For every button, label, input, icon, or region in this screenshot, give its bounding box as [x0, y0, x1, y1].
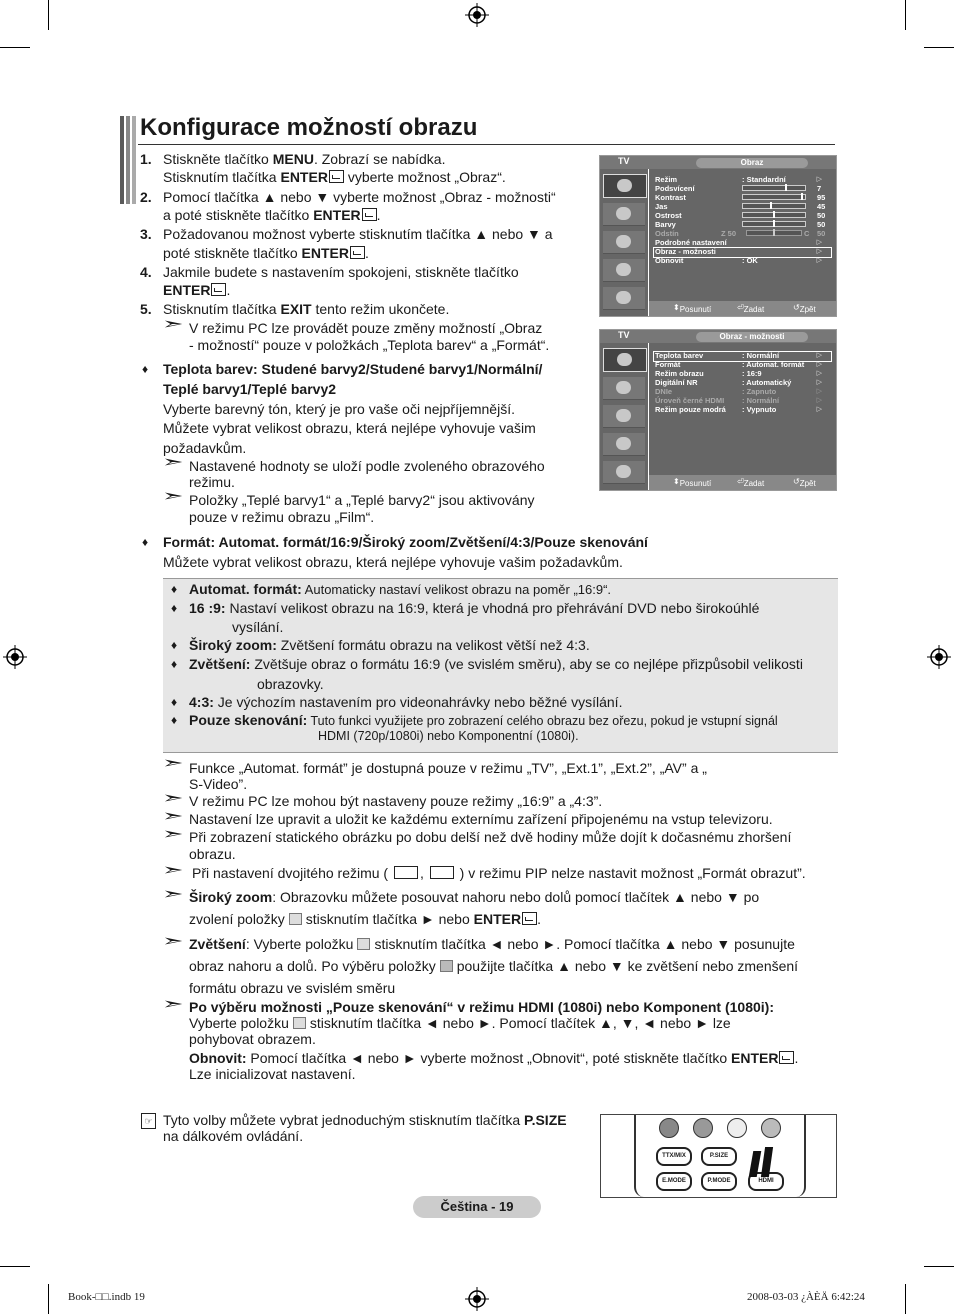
format-option: 4:3: Je výchozím nastavením pro videonahrávky nebo běžné vysílání. — [189, 694, 623, 710]
slider-sharpness[interactable] — [742, 212, 806, 218]
menu-item[interactable]: Teplota barev — [655, 351, 704, 360]
step-text: Stisknutím tlačítka EXIT tento režim ukončete. — [163, 301, 450, 317]
step-text: Požadovanou možnost vyberte stisknutím tlačítka ▲ nebo ▼ a — [163, 226, 553, 242]
note-arrow-icon: ➣ — [161, 316, 184, 333]
footer-move: ⬍ Posunutí — [673, 303, 712, 314]
arrow-right-icon: ▷ — [816, 388, 822, 395]
note-arrow-icon: ➣ — [161, 454, 184, 471]
channel-icon[interactable] — [603, 405, 645, 428]
step-number: 4. — [140, 264, 152, 280]
arrow-right-icon: ▷ — [816, 379, 822, 386]
crop-mark — [0, 1266, 30, 1267]
note-text: - možností“ pouze v položkách „Teplota barev“ a „Formát“. — [189, 337, 550, 353]
footer-enter: ⏎ Zadat — [737, 477, 765, 488]
note-text: Nastavení lze upravit a uložit ke každému externímu zařízení připojenému na vstup televizoru. — [189, 811, 773, 827]
channel-icon[interactable] — [603, 231, 645, 254]
remote-illustration — [600, 1114, 837, 1198]
print-date-info: 2008-03-03 ¿ÀÈÄ 6:42:24 — [747, 1291, 865, 1303]
hdmi-button[interactable]: HDMI — [748, 1172, 784, 1191]
bullet-diamond-icon: ♦ — [171, 695, 178, 709]
position-icon — [357, 938, 370, 950]
step-number: 5. — [140, 301, 152, 317]
enter-icon — [362, 208, 377, 221]
format-option: Široký zoom: Zvětšení formátu obrazu na velikost větší než 4:3. — [189, 637, 590, 653]
note-text: formátu obrazu ve svislém směru — [189, 980, 396, 996]
sound-icon[interactable] — [603, 203, 645, 226]
menu-item[interactable]: Režim pouze modrá — [655, 405, 726, 414]
setup-icon[interactable] — [603, 433, 645, 456]
print-file-info: Book-□□.indb 19 — [68, 1291, 145, 1303]
p-size-button[interactable]: P.SIZE — [701, 1147, 737, 1166]
format-option-cont: HDMI (720p/1080i) nebo Komponentní (1080i). — [318, 729, 579, 743]
sound-icon[interactable] — [603, 377, 645, 400]
note-text: V režimu PC lze mohou být nastaveny pouze režimy „16:9” a „4:3”. — [189, 793, 603, 809]
enter-icon — [522, 912, 537, 925]
note-arrow-icon: ➣ — [161, 862, 184, 879]
menu-value: : Standardní — [742, 175, 786, 184]
registration-mark-icon — [927, 645, 951, 669]
menu-footer — [649, 475, 836, 490]
menu-item[interactable]: Obnovit — [655, 256, 684, 265]
menu-value: : Automatický — [742, 378, 792, 387]
note-arrow-icon: ➣ — [161, 826, 184, 843]
menu-value: : Normální — [742, 396, 780, 405]
menu-item[interactable]: Režim — [655, 175, 678, 184]
slider-backlight[interactable] — [742, 185, 806, 191]
bullet-diamond-icon: ♦ — [171, 657, 178, 671]
crop-mark — [905, 1284, 906, 1314]
menu-item[interactable]: DNIe — [655, 387, 673, 396]
step-text: Stiskněte tlačítko MENU. Zobrazí se nabídka. — [163, 151, 446, 167]
format-option-cont: vysílání. — [232, 619, 284, 635]
crop-mark — [0, 47, 30, 48]
menu-sidebar — [600, 343, 648, 490]
arrow-right-icon: ▷ — [816, 248, 822, 255]
menu-item[interactable]: Barvy — [655, 220, 676, 229]
note-text: S-Video”. — [189, 776, 248, 792]
note-text: Funkce „Automat. formát” je dostupná pouze v režimu „TV”, „Ext.1”, „Ext.2”, „AV” a „ — [189, 760, 707, 776]
step-text: a poté stiskněte tlačítko ENTER . — [163, 207, 381, 223]
crop-mark — [48, 0, 49, 30]
step-text: Jakmile budete s nastavením spokojeni, stiskněte tlačítko — [163, 264, 519, 280]
page-title: Konfigurace možností obrazu — [140, 114, 478, 141]
menu-value: : Automat. formát — [742, 360, 805, 369]
tv-menu-obraz — [599, 155, 837, 317]
bullet-diamond-icon: ♦ — [171, 713, 178, 727]
note-text: zvolení položky stisknutím tlačítka ► nebo ENTER . — [189, 911, 541, 927]
step-text: Pomocí tlačítka ▲ nebo ▼ vyberte možnost „Obraz - možnosti“ — [163, 189, 556, 205]
menu-value: : OK — [742, 256, 758, 265]
input-icon[interactable] — [603, 287, 645, 310]
format-option: Pouze skenování: Tuto funkci využijete pro zobrazení celého obrazu bez ořezu, pokud je vstupní signál — [189, 712, 778, 728]
menu-item[interactable]: Odstín — [655, 229, 679, 238]
menu-item[interactable]: Jas — [655, 202, 668, 211]
note-text: režimu. — [189, 474, 235, 490]
step-text: ENTER . — [163, 282, 231, 298]
menu-tab-title: Obraz — [696, 158, 808, 168]
note-text: obrazu. — [189, 846, 236, 862]
section-text: Vyberte barevný tón, který je pro vaše oči nejpříjemnější. — [163, 401, 515, 417]
slider-color[interactable] — [742, 221, 806, 227]
color-button-blue[interactable] — [761, 1118, 781, 1138]
arrow-right-icon: ▷ — [816, 239, 822, 246]
p-mode-button[interactable]: P.MODE — [701, 1172, 737, 1191]
slider-tint[interactable] — [746, 230, 802, 236]
menu-value: Z 50 — [721, 229, 737, 238]
menu-item[interactable]: Podrobné nastavení — [655, 238, 727, 247]
slider-contrast[interactable] — [742, 194, 806, 200]
tv-menu-obraz-moznosti — [599, 329, 837, 491]
menu-tv-label: TV — [618, 330, 630, 340]
menu-value: 50 — [817, 220, 826, 229]
color-button-red[interactable] — [659, 1118, 679, 1138]
page-number: Čeština - 19 — [413, 1196, 541, 1218]
menu-value: : Vypnuto — [742, 405, 777, 414]
arrow-right-icon: ▷ — [816, 257, 822, 264]
title-rule — [138, 144, 835, 145]
crop-mark — [924, 47, 954, 48]
note-text: Nastavené hodnoty se uloží podle zvoleného obrazového — [189, 458, 545, 474]
picture-icon[interactable] — [603, 348, 647, 372]
note-text: Obnovit: Pomocí tlačítka ◄ nebo ► vyberte možnost „Obnovit“, poté stiskněte tlačítko ENTER . — [189, 1050, 799, 1066]
color-button-yellow[interactable] — [727, 1118, 747, 1138]
note-text: Zvětšení: Vyberte položku stisknutím tlačítka ◄ nebo ►. Pomocí tlačítka ▲ nebo ▼ posunujte — [189, 936, 795, 952]
enter-icon — [211, 283, 226, 296]
menu-item[interactable]: Formát — [655, 360, 681, 369]
zoom-icon — [440, 960, 453, 972]
registration-mark-icon — [465, 1287, 489, 1311]
e-mode-button[interactable]: E.MODE — [656, 1172, 692, 1191]
enter-icon — [329, 170, 344, 183]
bullet-diamond-icon: ♦ — [171, 638, 178, 652]
bullet-diamond-icon: ♦ — [171, 601, 178, 615]
menu-body — [649, 343, 836, 475]
step-text: poté stiskněte tlačítko ENTER . — [163, 245, 369, 261]
menu-value: : 16:9 — [742, 369, 762, 378]
note-text: Široký zoom: Obrazovku můžete posouvat nahoru nebo dolů pomocí tlačítek ▲ nebo ▼ po — [189, 889, 760, 905]
crop-mark — [905, 0, 906, 30]
menu-item[interactable]: Ostrost — [655, 211, 682, 220]
note-text: Po výběru možnosti „Pouze skenování“ v režimu HDMI (1080i) nebo Komponent (1080i): — [189, 999, 774, 1015]
section-heading: Teplota barev: Studené barvy2/Studené barvy1/Normální/ — [163, 361, 543, 377]
remote-tip-icon: ☞ — [141, 1113, 156, 1129]
section-text: požadavkům. — [163, 440, 247, 456]
footer-return: ↺ Zpět — [793, 303, 816, 314]
pip-double-icon — [430, 866, 454, 879]
note-arrow-icon: ➣ — [161, 808, 184, 825]
menu-value: 50 — [817, 229, 826, 238]
bullet-diamond-icon: ♦ — [142, 362, 149, 376]
note-text: obraz nahoru a dolů. Po výběru položky použijte tlačítka ▲ nebo ▼ ke zvětšení nebo zmenšení — [189, 958, 799, 974]
arrow-right-icon: ▷ — [816, 352, 822, 359]
step-number: 3. — [140, 226, 152, 242]
note-text: V režimu PC lze provádět pouze změny možností „Obraz — [189, 320, 543, 336]
menu-value: 50 — [817, 211, 826, 220]
note-arrow-icon: ➣ — [161, 886, 184, 903]
arrow-right-icon: ▷ — [816, 370, 822, 377]
menu-item[interactable]: Digitální NR — [655, 378, 698, 387]
arrow-right-icon: ▷ — [816, 176, 822, 183]
position-icon — [293, 1017, 306, 1029]
step-number: 2. — [140, 189, 152, 205]
menu-value: 45 — [817, 202, 826, 211]
menu-item[interactable]: Podsvícení — [655, 184, 695, 193]
tip-text: na dálkovém ovládání. — [163, 1128, 304, 1144]
menu-value: : Normální — [742, 351, 780, 360]
note-text: Vyberte položku stisknutím tlačítka ◄ nebo ►. Pomocí tlačítek ▲, ▼, ◄ nebo ► lze — [189, 1015, 731, 1031]
note-text: pouze v režimu obrazu „Film“. — [189, 509, 375, 525]
pip-double-icon — [394, 866, 418, 879]
arrow-right-icon: ▷ — [816, 406, 822, 413]
arrow-right-icon: ▷ — [816, 361, 822, 368]
note-text: pohybovat obrazem. — [189, 1031, 316, 1047]
picture-icon[interactable] — [603, 174, 647, 198]
input-icon[interactable] — [603, 461, 645, 484]
menu-item[interactable]: Kontrast — [655, 193, 686, 202]
menu-body — [649, 169, 836, 301]
tip-text: Tyto volby můžete vybrat jednoduchým stisknutím tlačítka P.SIZE — [163, 1112, 567, 1128]
note-arrow-icon: ➣ — [161, 996, 184, 1013]
note-text: Položky „Teplé barvy1“ a „Teplé barvy2“ jsou aktivovány — [189, 492, 535, 508]
note-arrow-icon: ➣ — [161, 488, 184, 505]
enter-icon — [779, 1051, 794, 1064]
setup-icon[interactable] — [603, 259, 645, 282]
position-icon — [289, 913, 302, 925]
slider-brightness[interactable] — [742, 203, 806, 209]
menu-item[interactable]: Režim obrazu — [655, 369, 704, 378]
step-number: 1. — [140, 151, 152, 167]
section-heading: Teplé barvy1/Teplé barvy2 — [163, 381, 337, 397]
note-arrow-icon: ➣ — [161, 933, 184, 950]
bullet-diamond-icon: ♦ — [171, 582, 178, 596]
crop-mark — [48, 1284, 49, 1314]
menu-value: 7 — [817, 184, 822, 193]
arrow-right-icon: ▷ — [816, 397, 822, 404]
registration-mark-icon — [3, 645, 27, 669]
step-text: Stisknutím tlačítka ENTER vyberte možnost „Obraz“. — [163, 169, 506, 185]
ttx-mix-button[interactable]: TTX/MIX — [656, 1147, 692, 1166]
note-text: Při zobrazení statického obrázku po dobu delší než dvě hodiny může dojít k dočasnému zhoršení — [189, 829, 792, 845]
format-option: 16 :9: Nastaví velikost obrazu na 16:9, která je vhodná pro přehrávání DVD nebo širokoúhlé — [189, 600, 760, 616]
registration-mark-icon — [465, 3, 489, 27]
note-text: Při nastavení dvojitého režimu ( , ) v režimu PIP nelze nastavit možnost „Formát obrazut”. — [192, 865, 806, 881]
enter-icon — [350, 246, 365, 259]
menu-tab-title: Obraz - možnosti — [696, 332, 808, 342]
note-arrow-icon: ➣ — [161, 790, 184, 807]
menu-value: 95 — [817, 193, 826, 202]
format-option: Automat. formát: Automaticky nastaví velikost obrazu na poměr „16:9“. — [189, 581, 612, 597]
color-button-green[interactable] — [693, 1118, 713, 1138]
format-option-cont: obrazovky. — [257, 676, 324, 692]
menu-value: C — [804, 229, 810, 238]
footer-enter: ⏎ Zadat — [737, 303, 765, 314]
section-text: Můžete vybrat velikost obrazu, která nejlépe vyhovuje vašim — [163, 420, 536, 436]
section-heading: Formát: Automat. formát/16:9/Široký zoom/Zvětšení/4:3/Pouze skenování — [163, 534, 648, 550]
format-option: Zvětšení: Zvětšuje obraz o formátu 16:9 (ve svislém směru), aby se co nejlépe přizpůsobil velikosti — [189, 656, 803, 672]
menu-item[interactable]: Obraz - možnosti — [655, 247, 716, 256]
menu-value: : Zapnuto — [742, 387, 777, 396]
crop-mark — [924, 1266, 954, 1267]
bullet-diamond-icon: ♦ — [142, 535, 149, 549]
footer-move: ⬍ Posunutí — [673, 477, 712, 488]
menu-footer — [649, 301, 836, 316]
menu-sidebar — [600, 169, 648, 316]
footer-return: ↺ Zpět — [793, 477, 816, 488]
note-arrow-icon: ➣ — [161, 755, 184, 772]
note-text: Lze inicializovat nastavení. — [189, 1066, 356, 1082]
section-text: Můžete vybrat velikost obrazu, která nejlépe vyhovuje vašim požadavkům. — [163, 554, 623, 570]
menu-item[interactable]: Úroveň černé HDMI — [655, 396, 725, 405]
menu-tv-label: TV — [618, 156, 630, 166]
